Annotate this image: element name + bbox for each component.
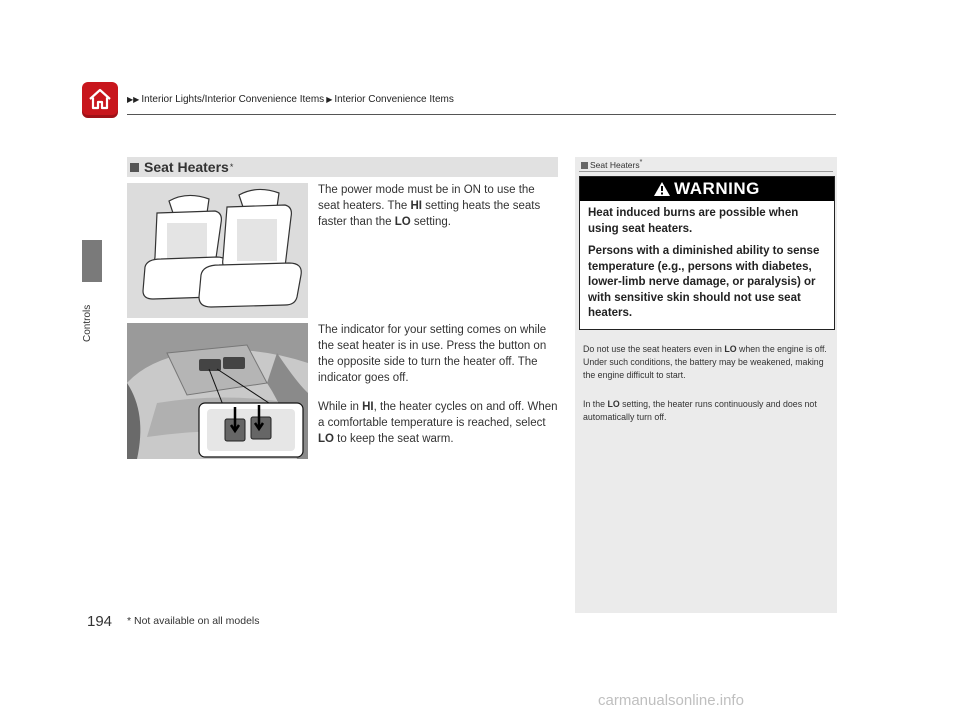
setting-lo: LO	[724, 344, 737, 354]
home-button[interactable]	[82, 82, 118, 118]
text-run: setting.	[410, 216, 451, 228]
warning-header	[580, 177, 834, 201]
breadcrumb-arrow-icon: ▶▶	[127, 95, 140, 104]
text-run: setting heats the seats faster than the	[318, 200, 541, 228]
seat-heater-buttons-photo	[127, 323, 308, 459]
text-run: The power mode must be in ON to use the seat heaters. The	[318, 184, 535, 212]
setting-hi: HI	[410, 200, 422, 212]
breadcrumb-arrow-icon: ▶	[326, 95, 333, 104]
header-divider	[127, 114, 836, 115]
sidebar-panel	[575, 157, 837, 613]
text-run: when the engine is off. Under such conditions, the battery may be weakened, making the engine difficult to start.	[583, 344, 827, 380]
text-run: In the	[583, 399, 608, 409]
warning-text-1: Heat induced burns are possible when using seat heaters.	[588, 207, 799, 235]
sidebar-divider	[579, 171, 833, 172]
note-engine-off	[583, 343, 833, 382]
sidebar-asterisk: *	[639, 159, 643, 166]
warning-text-2: Persons with a diminished ability to sense temperature (e.g., persons with diabetes, lower-limb nerve damage, or paralysis) or with sensitive skin should not use seat heaters.	[588, 245, 820, 319]
sidebar-title	[581, 159, 642, 170]
setting-lo: LO	[607, 399, 620, 409]
text-run: to keep the seat warm.	[333, 433, 454, 445]
footnote: * Not available on all models	[127, 615, 260, 627]
reference-icon	[581, 162, 588, 169]
section-asterisk: *	[229, 162, 234, 172]
section-square-icon	[130, 163, 139, 172]
page-number: 194	[87, 613, 113, 630]
home-icon	[88, 87, 112, 111]
text-run: The indicator for your setting comes on while the seat heater is in use. Press the button on the opposite side to turn the heater off. The indicator goes off.	[318, 324, 547, 384]
note-lo-continuous	[583, 398, 833, 424]
chapter-label: Controls	[82, 304, 93, 342]
setting-lo: LO	[394, 216, 411, 228]
seats-illustration	[127, 183, 308, 318]
text-run: While in	[318, 401, 363, 413]
breadcrumb	[127, 94, 454, 105]
text-run: Do not use the seat heaters even in	[583, 344, 725, 354]
warning-box	[579, 176, 835, 330]
text-run: , the heater cycles on and off. When a comfortable temperature is reached, select	[318, 401, 558, 429]
breadcrumb-item[interactable]: Interior Convenience Items	[334, 94, 454, 105]
watermark: carmanualsonline.info	[598, 692, 744, 709]
section-title: Seat Heaters	[144, 159, 229, 175]
paragraph-power-mode	[318, 182, 558, 230]
breadcrumb-item[interactable]: Interior Lights/Interior Convenience Items	[141, 94, 325, 105]
warning-label: WARNING	[674, 179, 760, 198]
section-header	[127, 157, 558, 177]
chapter-tab[interactable]	[82, 240, 102, 282]
warning-triangle-icon	[654, 182, 670, 196]
text-run: setting, the heater runs continuously and does not automatically turn off.	[583, 399, 817, 422]
sidebar-title-text: Seat Heaters	[590, 159, 640, 170]
paragraph-hi-cycles	[318, 399, 558, 447]
setting-hi: HI	[362, 401, 374, 413]
paragraph-indicator	[318, 322, 558, 386]
setting-lo: LO	[318, 433, 334, 445]
